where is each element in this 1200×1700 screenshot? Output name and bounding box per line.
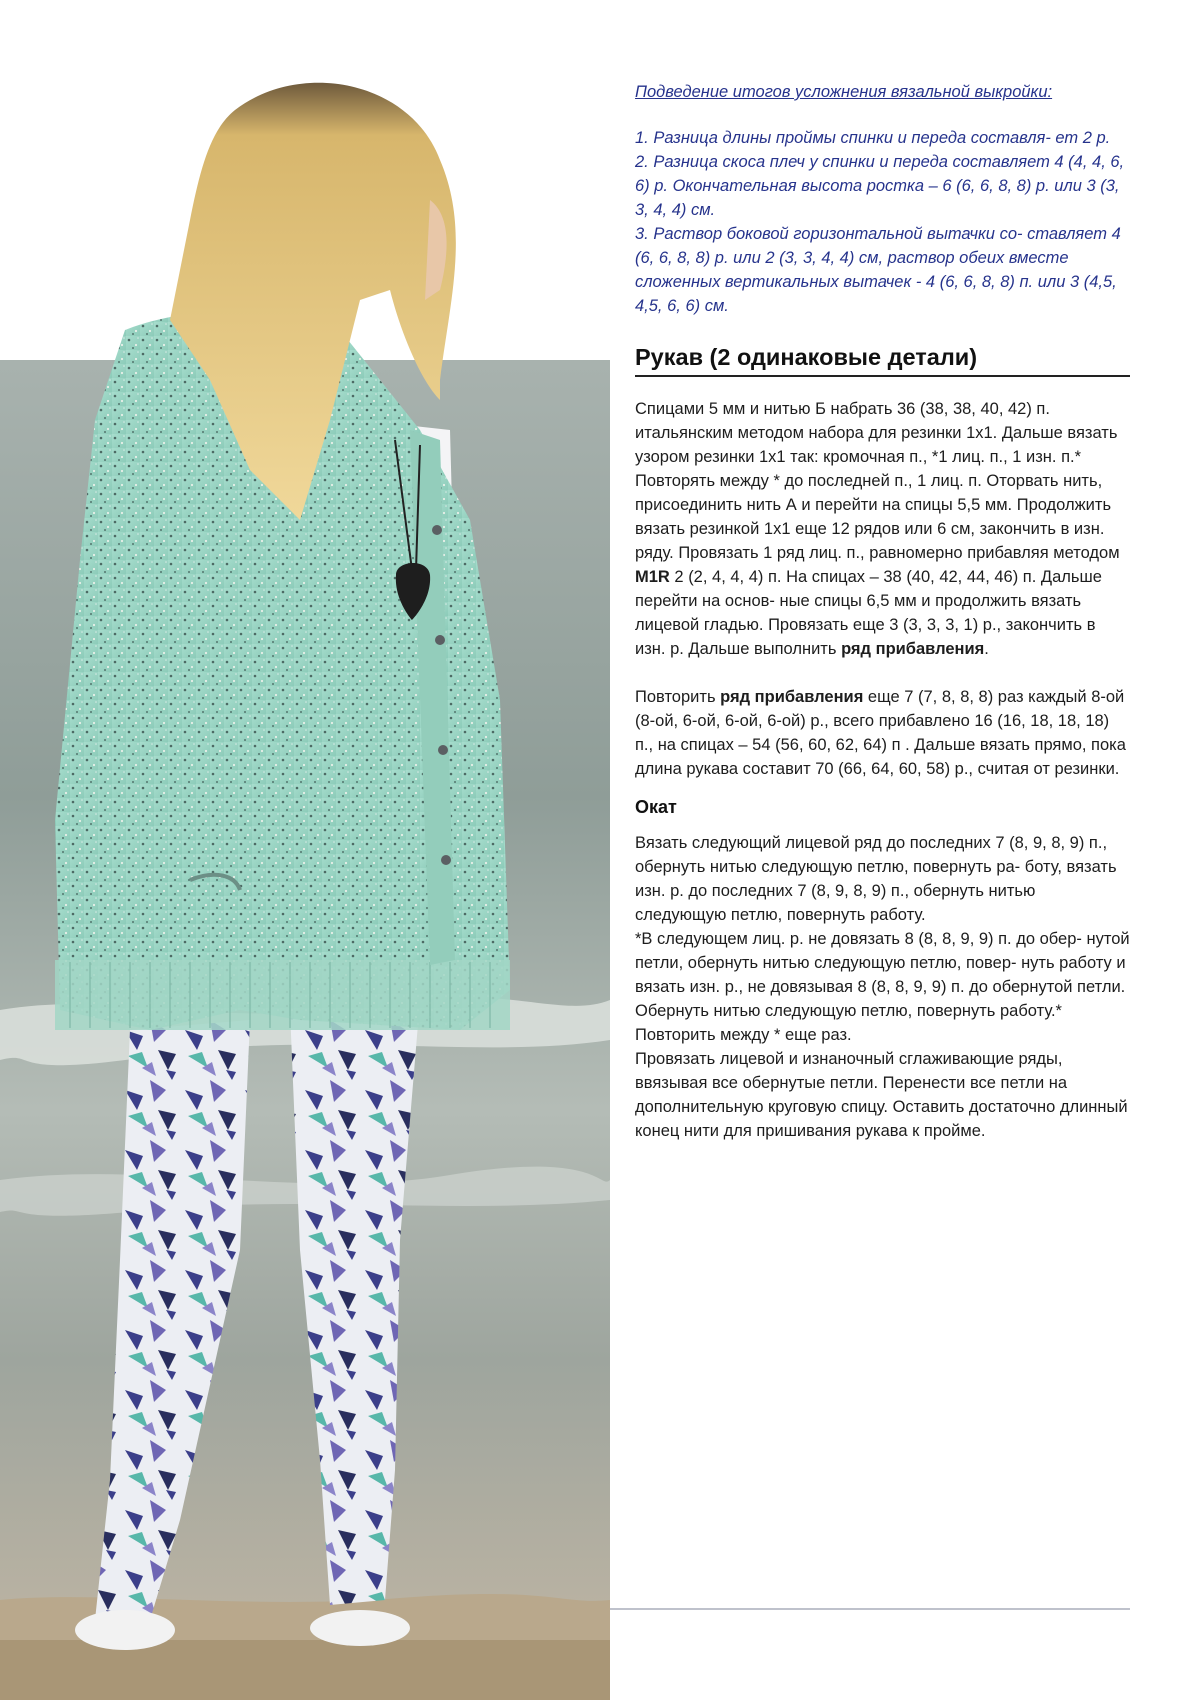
summary-item-2: 2. Разница скоса плеч у спинки и переда составляет 4 (4, 4, 6, 6) р. Окончательная высота ростка – 6 (6, 6, 8, 8) р. или 3 (3, 3, 4, 4) см. xyxy=(635,153,1125,219)
okat-line-2: *В следующем лиц. р. не довязать 8 (8, 8, 9, 9) п. до обер- нутой петли, обернуть нитью следующую петлю, повер- нуть работу и вязать изн. р., не довязывая 8 (8, 8, 9, 9) п. до обернутой петли. Обернуть нитью следующую петлю, повернуть работу.* xyxy=(635,930,1130,1020)
summary-block xyxy=(635,80,1130,318)
pattern-text-column xyxy=(635,80,1130,1143)
okat-line-4: Провязать лицевой и изнаночный сглаживающие ряды, ввязывая все обернутые петли. Перенести все петли на дополнительную круговую спицу. Оставить достаточно длинный конец нити для пришивания рукава к пройме. xyxy=(635,1050,1128,1140)
sleeve-paragraph-2 xyxy=(635,685,1130,781)
okat-line-3: Повторить между * еще раз. xyxy=(635,1026,852,1044)
footer-divider xyxy=(610,1608,1130,1610)
sleeve-p2-text-b: еще 7 (7, 8, 8, 8) раз каждый 8-ой (8-ой, 6-ой, 6-ой, 6-ой) р., всего прибавлено 16 (16, 18, 18, 18) п., на спицах – 54 (56, 60, 62, 64) п . Дальше вязать прямо, пока длина рукава составит 70 (66, 64, 60, 58) р., считая от резинки. xyxy=(635,688,1126,778)
okat-line-1: Вязать следующий лицевой ряд до последних 7 (8, 9, 8, 9) п., обернуть нитью следующую петлю, повернуть ра- боту, вязать изн. р. до последних 7 (8, 9, 8, 9) п., обернуть нитью следующую петлю, повернуть работу. xyxy=(635,834,1117,924)
sleeve-body xyxy=(635,397,1130,1143)
sleeve-p1-text-a: Спицами 5 мм и нитью Б набрать 36 (38, 38, 40, 42) п. итальянским методом набора для резинки 1x1. Дальше вязать узором резинки 1x1 так: кромочная п., *1 лиц. п., 1 изн. п.* Повторять между * до последней п., 1 лиц. п. Оторвать нить, присоединить нить А и перейти на спицы 5,5 мм. Продолжить вязать резинкой 1x1 еще 12 рядов или 6 см, закончить в изн. ряду. Провязать 1 ряд лиц. п., равномерно прибавляя методом xyxy=(635,400,1120,562)
summary-item-3: 3. Раствор боковой горизонтальной вытачки со- ставляет 4 (6, 6, 8, 8) р. или 2 (3, 3, 4, 4) см, раствор обеих вместе сложенных вертикальных вытачек - 4 (6, 6, 8, 8) п. или 3 (4,5, 4,5, 6, 6) см. xyxy=(635,225,1121,315)
sleeve-p2-text-a: Повторить xyxy=(635,688,721,706)
summary-item-1: 1. Разница длины проймы спинки и переда составля- ет 2 р. xyxy=(635,129,1111,147)
summary-title: Подведение итогов усложнения вязальной выкройки: xyxy=(635,83,1053,101)
sleeve-section-title: Рукав (2 одинаковые детали) xyxy=(635,344,1130,377)
sleeve-p2-bold: ряд прибавления xyxy=(720,688,864,706)
sleeve-p1-dot: . xyxy=(984,640,989,658)
okat-heading: Окат xyxy=(635,797,677,817)
sleeve-paragraph-1 xyxy=(635,397,1130,661)
sleeve-p1-text-b: 2 (2, 4, 4, 4) п. На спицах – 38 (40, 42, 44, 46) п. Дальше перейти на основ- ные спицы 6,5 мм и продолжить вязать лицевой гладью. Провязать еще 3 (3, 3, 3, 1) р., закончить в изн. р. Дальше выполнить xyxy=(635,568,1102,658)
sleeve-p1-bold-end: ряд прибавления xyxy=(841,640,985,658)
sleeve-p1-m1r: M1R xyxy=(635,568,670,586)
